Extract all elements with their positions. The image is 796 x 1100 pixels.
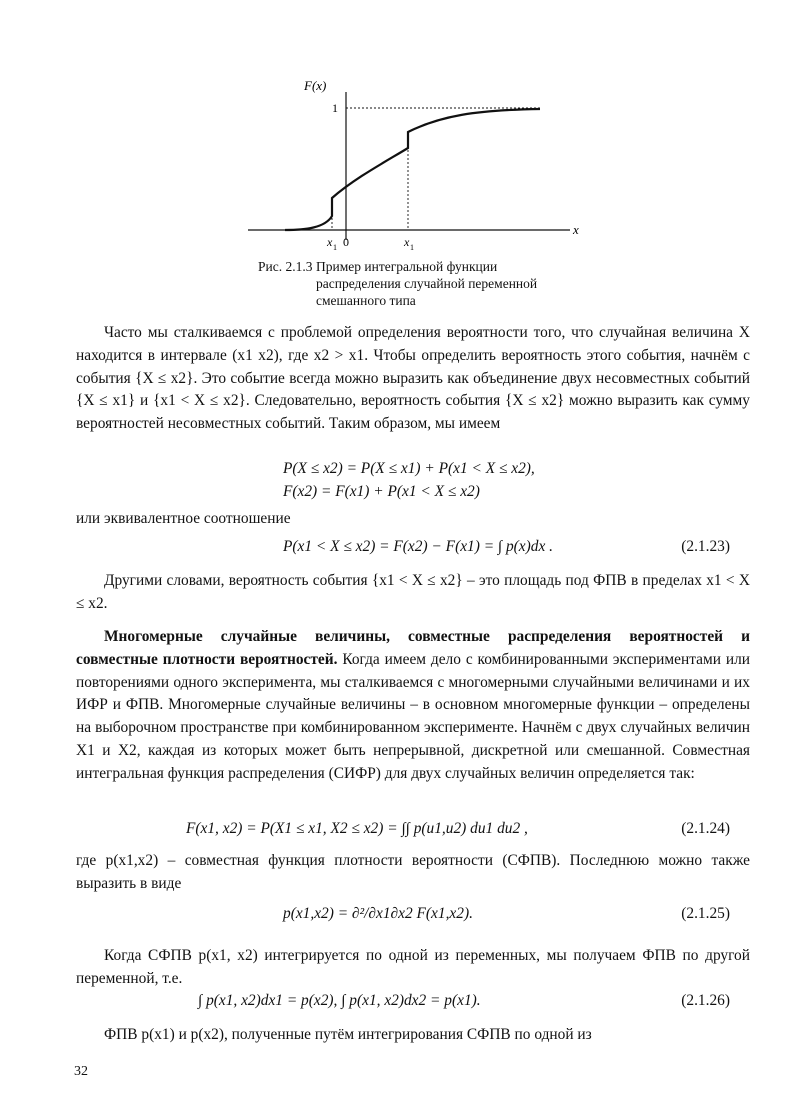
y-axis-label: F(x) <box>304 78 327 93</box>
figure-caption <box>258 258 568 309</box>
equation-cdf-sum: F(x2) = F(x1) + P(x1 < X ≤ x2) <box>283 483 480 500</box>
paragraph-multivariate <box>76 626 750 786</box>
paragraph-probability-interval: Часто мы сталкиваемся с проблемой определения вероятности того, что случайная величина X находится в интервале (x1 x2), где x2 > x1. Чтобы определить вероятность этого события, начнём с события {X ≤ x2}. Это событие всегда можно выразить как объединение двух несовместных событий {X ≤ x1} и {x1 < X ≤ x2}. Следовательно, вероятность события {X ≤ x2} можно выразить как сумму вероятностей несовместных событий. Таким образом, мы имеем <box>76 324 750 433</box>
caption-number: Рис. 2.1.3 <box>258 259 313 274</box>
equation-number-2-1-23: (2.1.23) <box>681 538 730 555</box>
equation-number-2-1-25: (2.1.25) <box>681 905 730 922</box>
paragraph-marginal-pdfs: ФПВ p(x1) и p(x2), полученные путём интегрирования СФПВ по одной из <box>104 1026 592 1043</box>
tick-x1-right-sub: 1 <box>410 243 414 252</box>
page-number: 32 <box>74 1064 88 1079</box>
equation-number-2-1-24: (2.1.24) <box>681 820 730 837</box>
equation-2-1-23: P(x1 < X ≤ x2) = F(x2) − F(x1) = ∫ p(x)dx . <box>283 538 553 555</box>
caption-line: распределения случайной переменной <box>316 276 538 291</box>
equation-2-1-24: F(x1, x2) = P(X1 ≤ x1, X2 ≤ x2) = ∫∫ p(u1,u2) du1 du2 , <box>186 820 528 837</box>
tick-x1-left: x <box>327 235 333 249</box>
equation-2-1-25: p(x1,x2) = ∂²/∂x1∂x2 F(x1,x2). <box>283 905 473 922</box>
cdf-curve <box>285 109 540 230</box>
paragraph-multivariate-body: Когда имеем дело с комбинированными экспериментами или повторениями одного эксперимента, мы сталкиваемся с многомерными случайными величинами и их ИФР и ФПВ. Многомерные случайные величины – в основном многомерные функции – определены на выборочном пространстве при комбинированном эксперименте. Начнём с двух случайных величин X1 и X2, каждая из которых может быть непрерывной, дискретной или смешанной. Совместная интегральная функция распределения (СИФР) для двух случайных величин определяется так: <box>76 650 750 782</box>
paragraph-joint-pdf: где p(x1,x2) – совместная функция плотности вероятности (СФПВ). Последнюю можно также выразить в виде <box>76 852 750 892</box>
tick-x1-left-sub: 1 <box>333 243 337 252</box>
tick-one: 1 <box>332 101 338 115</box>
section-heading-multivariate: Многомерные случайные величины, совместные распределения вероятностей и совместные плотности вероятностей. <box>76 628 750 668</box>
equation-number-2-1-26: (2.1.26) <box>681 992 730 1009</box>
tick-x1-right: x <box>404 235 410 249</box>
tick-zero: 0 <box>343 235 349 249</box>
paragraph-equivalent: или эквивалентное соотношение <box>76 510 291 527</box>
paragraph-marginal: Когда СФПВ p(x1, x2) интегрируется по одной из переменных, мы получаем ФПВ по другой переменной, т.е. <box>76 947 750 987</box>
equation-2-1-26: ∫ p(x1, x2)dx1 = p(x2), ∫ p(x1, x2)dx2 = p(x1). <box>198 992 481 1009</box>
x-axis-label: x <box>573 222 579 237</box>
caption-line: смешанного типа <box>316 293 416 308</box>
caption-line: Пример интегральной функции <box>316 259 498 274</box>
equation-sum-probability: P(X ≤ x2) = P(X ≤ x1) + P(x1 < X ≤ x2), <box>283 460 535 477</box>
paragraph-area-under-pdf: Другими словами, вероятность события {x1 < X ≤ x2} – это площадь под ФПВ в пределах x1 < X ≤ x2. <box>76 572 750 612</box>
cdf-figure <box>240 70 600 260</box>
